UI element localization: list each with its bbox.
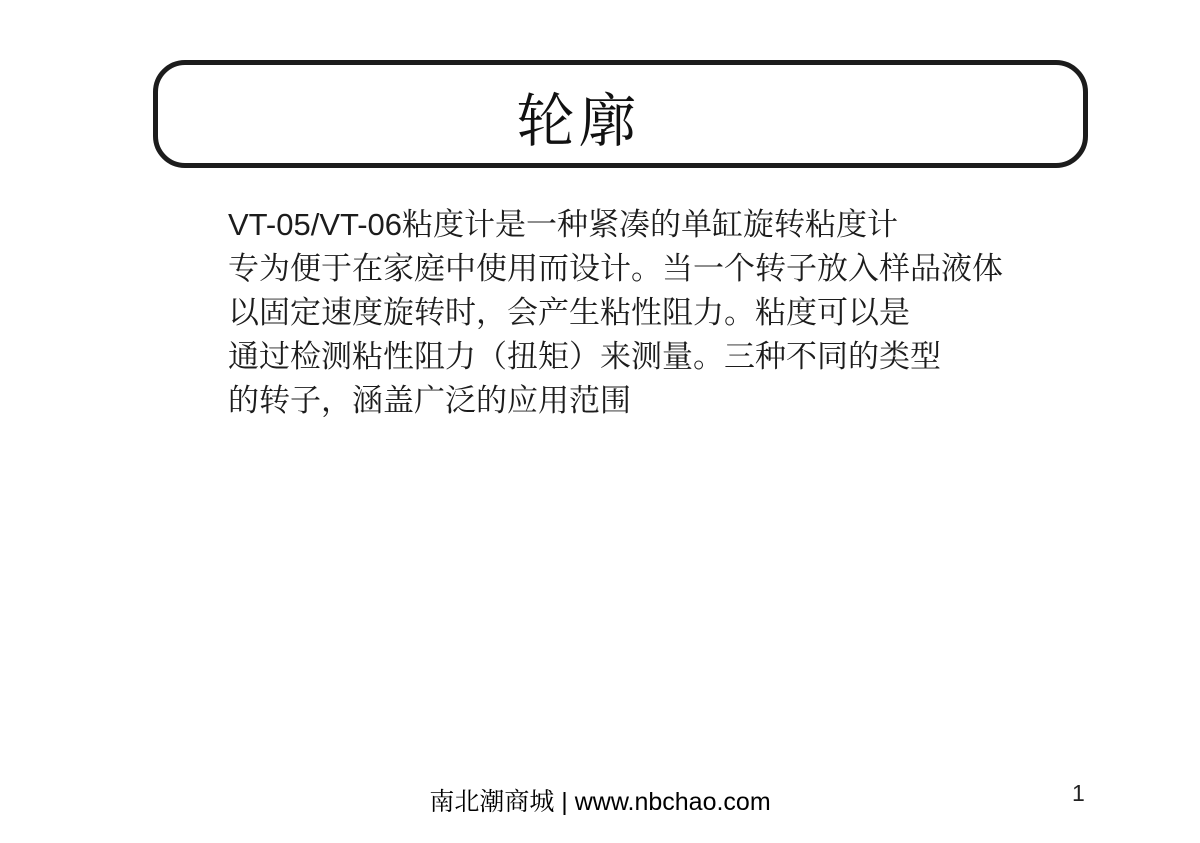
body-line: 的转子，涵盖广泛的应用范围 [228,383,631,418]
footer [0,788,1200,816]
body-line: 以固定速度旋转时，会产生粘性阻力。粘度可以是 [228,295,910,330]
body-line: 通过检测粘性阻力（扭矩）来测量。三种不同的类型 [228,339,941,374]
page-number: 1 [1072,780,1085,806]
footer-site-label: 南北潮商城 | www.nbchao.com [429,788,771,816]
body-paragraph [228,203,1003,423]
page-title: 轮廓 [516,89,641,154]
body-line: VT-05/VT-06粘度计是一种紧凑的单缸旋转粘度计 [228,207,899,242]
body-line: 专为便于在家庭中使用而设计。当一个转子放入样品液体 [228,251,1003,286]
title-box [153,60,1088,168]
